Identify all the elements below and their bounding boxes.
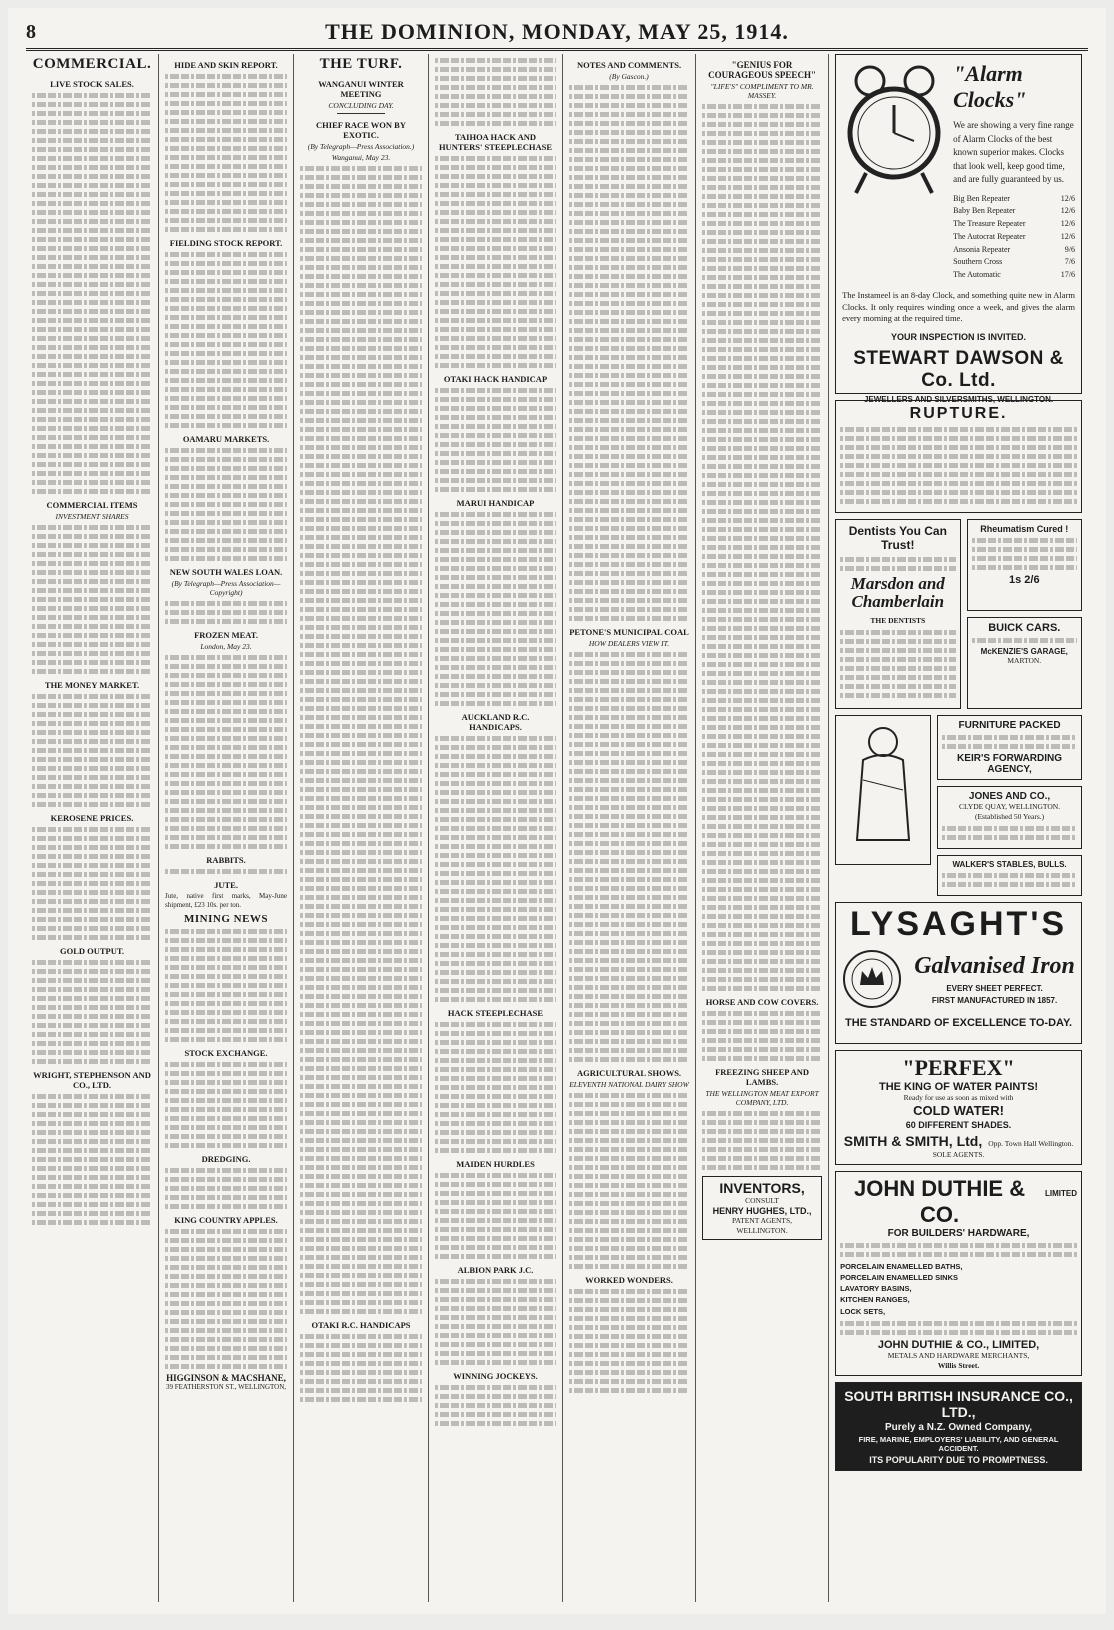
duthie-title: JOHN DUTHIE & CO.	[853, 1175, 1026, 1227]
duthie-line: LOCK SETS,	[840, 1306, 886, 1316]
heading-freezing: FREEZING SHEEP AND LAMBS.	[715, 1067, 810, 1087]
heading-nsw-loan: NEW SOUTH WALES LOAN.	[169, 567, 283, 577]
heading-wright-stephenson: WRIGHT, STEPHENSON AND CO., LTD.	[33, 1070, 151, 1090]
race-results	[435, 1173, 556, 1259]
furniture-text	[942, 735, 1077, 749]
alarm-invite: YOUR INSPECTION IS INVITED.	[891, 332, 1027, 343]
advert-text	[702, 1011, 822, 1061]
heading-notes: NOTES AND COMMENTS.	[576, 60, 682, 70]
ad-column-right	[967, 519, 1082, 715]
buick-text	[972, 638, 1077, 643]
heading-genius: "GENIUS FOR COURAGEOUS SPEECH"	[708, 60, 816, 80]
duthie-footer: JOHN DUTHIE & CO., LIMITED,	[877, 1338, 1040, 1351]
newspaper-page	[8, 8, 1106, 1614]
article-text	[435, 1385, 556, 1426]
heading-hack-steeple: HACK STEEPLECHASE	[447, 1008, 544, 1018]
inventors-title: INVENTORS,	[719, 1180, 805, 1196]
article-text	[165, 601, 287, 624]
heading-otaki: OTAKI R.C. HANDICAPS	[311, 1320, 411, 1330]
section-turf: THE TURF.	[319, 56, 403, 72]
byline-gascon: (By Gascon.)	[609, 72, 649, 81]
lysaght-name: LYSAGHT'S	[850, 905, 1068, 944]
price-row: Southern Cross 7/6	[953, 257, 1076, 267]
shares-table	[32, 525, 152, 674]
alarm-title: "Alarm Clocks"	[953, 61, 1027, 112]
heading-jockeys: WINNING JOCKEYS.	[453, 1371, 538, 1381]
article-text	[32, 93, 152, 494]
heading-money-market: THE MONEY MARKET.	[44, 680, 140, 690]
heading-concluding-day: CONCLUDING DAY.	[328, 101, 394, 110]
heading-stock-exchange: STOCK EXCHANGE.	[184, 1047, 268, 1058]
ad-lysaght	[835, 902, 1082, 1044]
duthie-text	[840, 1321, 1077, 1335]
ad-jones	[937, 786, 1082, 849]
alarm-price-list	[953, 193, 1075, 283]
sbi-lines: FIRE, MARINE, EMPLOYERS' LIABILITY, AND GENERAL ACCIDENT.	[858, 1435, 1059, 1454]
perfex-ready: Ready for use as soon as mixed with	[903, 1093, 1014, 1103]
heading-auckland: AUCKLAND R.C. HANDICAPS.	[461, 712, 530, 732]
paper-title: THE DOMINION, MONDAY, MAY 25, 1914.	[325, 19, 789, 44]
heading-kerosene: KEROSENE PRICES.	[50, 813, 134, 823]
ad-row-dentist	[835, 519, 1082, 715]
lysaght-slogan: THE STANDARD OF EXCELLENCE TO-DAY.	[844, 1017, 1073, 1030]
higginson-address: 39 FEATHERSTON ST., WELLINGTON,	[166, 1382, 287, 1391]
rheumatism-title: Rheumatism Cured !	[980, 524, 1069, 534]
jones-est: (Established 50 Years.)	[974, 812, 1045, 822]
perfex-water: COLD WATER!	[913, 1103, 1004, 1119]
duthie-line: LAVATORY BASINS,	[840, 1284, 912, 1294]
smith-firm: SMITH & SMITH, Ltd,	[843, 1133, 983, 1150]
sbi-slogan: ITS POPULARITY DUE TO PROMPTNESS.	[869, 1455, 1048, 1466]
heading-otaki-hack: OTAKI HACK HANDICAP	[443, 374, 548, 384]
heading-fielding: FIELDING STOCK REPORT.	[169, 238, 283, 248]
article-text	[165, 1229, 287, 1369]
heading-king-country: KING COUNTRY APPLES.	[174, 1214, 278, 1225]
duthie-lines	[840, 1261, 1077, 1317]
column-adverts	[829, 54, 1088, 1602]
page-number: 8	[26, 20, 36, 43]
furniture-title: FURNITURE PACKED	[958, 720, 1061, 731]
jones-text	[942, 826, 1077, 840]
masthead	[26, 16, 1088, 51]
walkers-title: WALKER'S STABLES, BULLS.	[952, 860, 1067, 870]
race-results	[435, 58, 556, 126]
article-text	[569, 85, 689, 621]
ad-lady-figure	[835, 715, 931, 865]
price-row: Baby Ben Repeater 12/6	[953, 206, 1076, 216]
column-commercial	[26, 54, 159, 1602]
meeting-dateline: Wanganui, May 23.	[331, 153, 391, 162]
ad-furniture	[937, 715, 1082, 780]
race-results	[435, 156, 556, 368]
column-turf	[294, 54, 429, 1602]
duthie-text	[840, 1243, 1077, 1257]
loan-subtitle: (By Telegraph—Press Association—Copyright)	[171, 579, 281, 597]
alarm-clock-icon	[842, 61, 947, 201]
inventors-sub: PATENT AGENTS,	[732, 1216, 793, 1226]
heading-life-compliment: "LIFE'S" COMPLIMENT TO MR. MASSEY.	[710, 82, 814, 100]
perfex-sub: THE KING OF WATER PAINTS!	[879, 1081, 1039, 1094]
column-racing	[429, 54, 563, 1602]
ad-row-furniture	[835, 715, 1082, 902]
ad-alarm-clocks	[835, 54, 1082, 405]
article-text	[702, 104, 822, 991]
dentist-headline: Dentists You Can Trust!	[848, 524, 947, 553]
ad-rupture	[835, 400, 1082, 513]
race-results	[435, 736, 556, 1002]
perfex-title: "PERFEX"	[902, 1055, 1015, 1081]
meeting-subtitle: (By Telegraph—Press Association.)	[307, 142, 415, 151]
smith-address: Opp. Town Hall Wellington.	[988, 1139, 1074, 1149]
keirs-firm: KEIR'S FORWARDING AGENCY,	[957, 753, 1063, 775]
heading-rabbits: RABBITS.	[206, 855, 246, 865]
ad-south-british	[835, 1382, 1082, 1471]
lysaght-product: Galvanised Iron	[914, 953, 1075, 980]
heading-live-stock: LIVE STOCK SALES.	[50, 79, 134, 89]
price-row: The Treasure Repeater 12/6	[953, 219, 1076, 229]
heading-frozen-meat: FROZEN MEAT.	[194, 630, 258, 640]
walkers-text	[942, 873, 1077, 887]
article-text	[569, 1289, 689, 1393]
alarm-footer-note: The Instameel is an 8-day Clock, and something quite new in Alarm Clocks. It only requires winding once a week, and gives the alarm every morning at the required time.	[842, 290, 1076, 324]
ad-duthie	[835, 1171, 1082, 1377]
stewart-dawson-name: STEWART DAWSON & Co. Ltd.	[853, 348, 1064, 392]
duthie-line: PORCELAIN ENAMELLED SINKS	[840, 1272, 959, 1282]
rupture-text	[840, 427, 1077, 504]
race-results	[435, 1279, 556, 1365]
article-text	[32, 827, 152, 940]
ad-column-right2	[937, 715, 1082, 902]
duthie-street: Willis Street.	[937, 1361, 980, 1370]
duthie-footer-sub: METALS AND HARDWARE MERCHANTS,	[887, 1350, 1030, 1360]
heading-oamaru: OAMARU MARKETS.	[182, 434, 270, 444]
heading-commercial-items: COMMERCIAL ITEMS	[46, 500, 138, 510]
buick-town: MARTON.	[1007, 656, 1042, 665]
jones-sub: CLYDE QUAY, WELLINGTON.	[959, 802, 1061, 811]
buick-garage: McKENZIE'S GARAGE,	[980, 647, 1068, 656]
inventors-consult: CONSULT	[745, 1196, 780, 1205]
heading-dredging: DREDGING.	[201, 1153, 251, 1164]
dentist-fees	[840, 630, 955, 698]
heading-maiden: MAIDEN HURDLES	[456, 1159, 535, 1169]
rheumatism-price: 1s 2/6	[1008, 574, 1040, 586]
dentist-sub: THE DENTISTS	[870, 616, 926, 626]
race-results	[435, 512, 556, 706]
ad-buick	[967, 617, 1082, 709]
heading-mining-news: MINING NEWS	[184, 912, 269, 925]
heading-agri-shows: AGRICULTURAL SHOWS.	[576, 1068, 682, 1078]
article-text	[165, 74, 287, 232]
race-results	[435, 1022, 556, 1153]
column-notes	[563, 54, 696, 1602]
heading-albion: ALBION PARK J.C.	[457, 1265, 534, 1275]
article-text	[165, 869, 287, 874]
heading-hide-skin: HIDE AND SKIN REPORT.	[174, 60, 278, 70]
price-row: The Autocrat Repeater 12/6	[953, 231, 1076, 241]
duthie-sub: FOR BUILDERS' HARDWARE,	[887, 1227, 1030, 1239]
jute-text: Jute, native first marks, May-June shipment, £23 10s. per ton.	[165, 892, 288, 910]
alarm-intro: We are showing a very fine range of Alarm Clocks of the best known superior makes. Clocks that look well, keep good time, and are fully guaranteed by us.	[953, 120, 1074, 184]
race-results	[300, 166, 422, 1314]
heading-meat-export: THE WELLINGTON MEAT EXPORT COMPANY, LTD.	[705, 1089, 819, 1107]
heading-jute: JUTE.	[214, 880, 238, 890]
heading-taihoa: TAIHOA HACK AND HUNTERS' STEEPLECHASE	[438, 132, 553, 152]
dentist-text	[840, 557, 955, 571]
lady-illustration-icon	[843, 720, 923, 850]
heading-dealers: HOW DEALERS VIEW IT.	[588, 639, 670, 648]
column-genius	[696, 54, 829, 1602]
article-text	[165, 448, 287, 561]
price-row: Ansonia Repeater 9/6	[953, 244, 1076, 254]
article-text	[569, 652, 689, 1062]
heading-horse-covers: HORSE AND COW COVERS.	[705, 997, 819, 1007]
inventors-firm: HENRY HUGHES, LTD.,	[712, 1206, 812, 1217]
article-text	[165, 1062, 287, 1148]
article-text	[165, 1168, 287, 1209]
buick-title: BUICK CARS.	[988, 622, 1061, 634]
jones-title: JONES AND CO.,	[968, 791, 1051, 802]
article-text	[32, 1094, 152, 1225]
race-results	[435, 388, 556, 492]
sbi-title: SOUTH BRITISH INSURANCE CO., LTD.,	[844, 1388, 1073, 1421]
rupture-title: RUPTURE.	[909, 405, 1008, 422]
stewart-dawson-sub: JEWELLERS AND SILVERSMITHS, WELLINGTON.	[863, 395, 1054, 405]
article-text	[32, 694, 152, 807]
perfex-shades: 60 DIFFERENT SHADES.	[905, 1120, 1012, 1131]
heading-petone: PETONE'S MUNICIPAL COAL	[569, 627, 689, 637]
ad-walkers	[937, 855, 1082, 896]
duthie-line: PORCELAIN ENAMELLED BATHS,	[840, 1261, 963, 1271]
lysaght-line1: EVERY SHEET PERFECT.	[946, 984, 1043, 994]
meat-dateline: London, May 23.	[200, 642, 252, 651]
price-row: The Automatic 17/6	[953, 270, 1076, 280]
gold-table	[32, 960, 152, 1064]
heading-gold-output: GOLD OUTPUT.	[59, 946, 125, 956]
duthie-limited: LIMITED	[1045, 1188, 1078, 1198]
advert-text	[702, 1111, 822, 1170]
heading-exotic: CHIEF RACE WON BY EXOTIC.	[316, 120, 406, 140]
crown-seal-icon	[840, 947, 904, 1011]
heading-wanganui: WANGANUI WINTER MEETING	[318, 79, 404, 99]
ad-perfex	[835, 1050, 1082, 1164]
mining-table	[165, 929, 287, 1042]
rheumatism-text	[972, 538, 1077, 570]
article-text	[300, 1334, 422, 1402]
higginson-name: HIGGINSON & MACSHANE,	[166, 1372, 286, 1383]
lysaght-line2: FIRST MANUFACTURED IN 1857.	[931, 996, 1058, 1006]
ad-inventors	[702, 1176, 822, 1240]
dentist-name: Marsdon and Chamberlain	[850, 573, 945, 612]
ad-dentists	[835, 519, 960, 709]
heading-worked-wonders: WORKED WONDERS.	[585, 1275, 673, 1285]
section-commercial: COMMERCIAL.	[32, 56, 152, 72]
meat-table	[165, 655, 287, 849]
heading-marui: MARUI HANDICAP	[456, 498, 535, 508]
inventors-address: WELLINGTON.	[736, 1226, 788, 1236]
smith-agents: SOLE AGENTS.	[932, 1149, 985, 1159]
heading-dairy-show: ELEVENTH NATIONAL DAIRY SHOW	[569, 1080, 689, 1089]
duthie-line: KITCHEN RANGES,	[840, 1295, 910, 1305]
article-text	[569, 1093, 689, 1269]
heading-investment-shares: INVESTMENT SHARES	[55, 512, 129, 521]
price-row: Big Ben Repeater 12/6	[953, 193, 1076, 203]
ad-rheumatism	[967, 519, 1082, 611]
article-text	[165, 252, 287, 428]
sbi-sub: Purely a N.Z. Owned Company,	[885, 1422, 1033, 1434]
column-markets	[159, 54, 294, 1602]
